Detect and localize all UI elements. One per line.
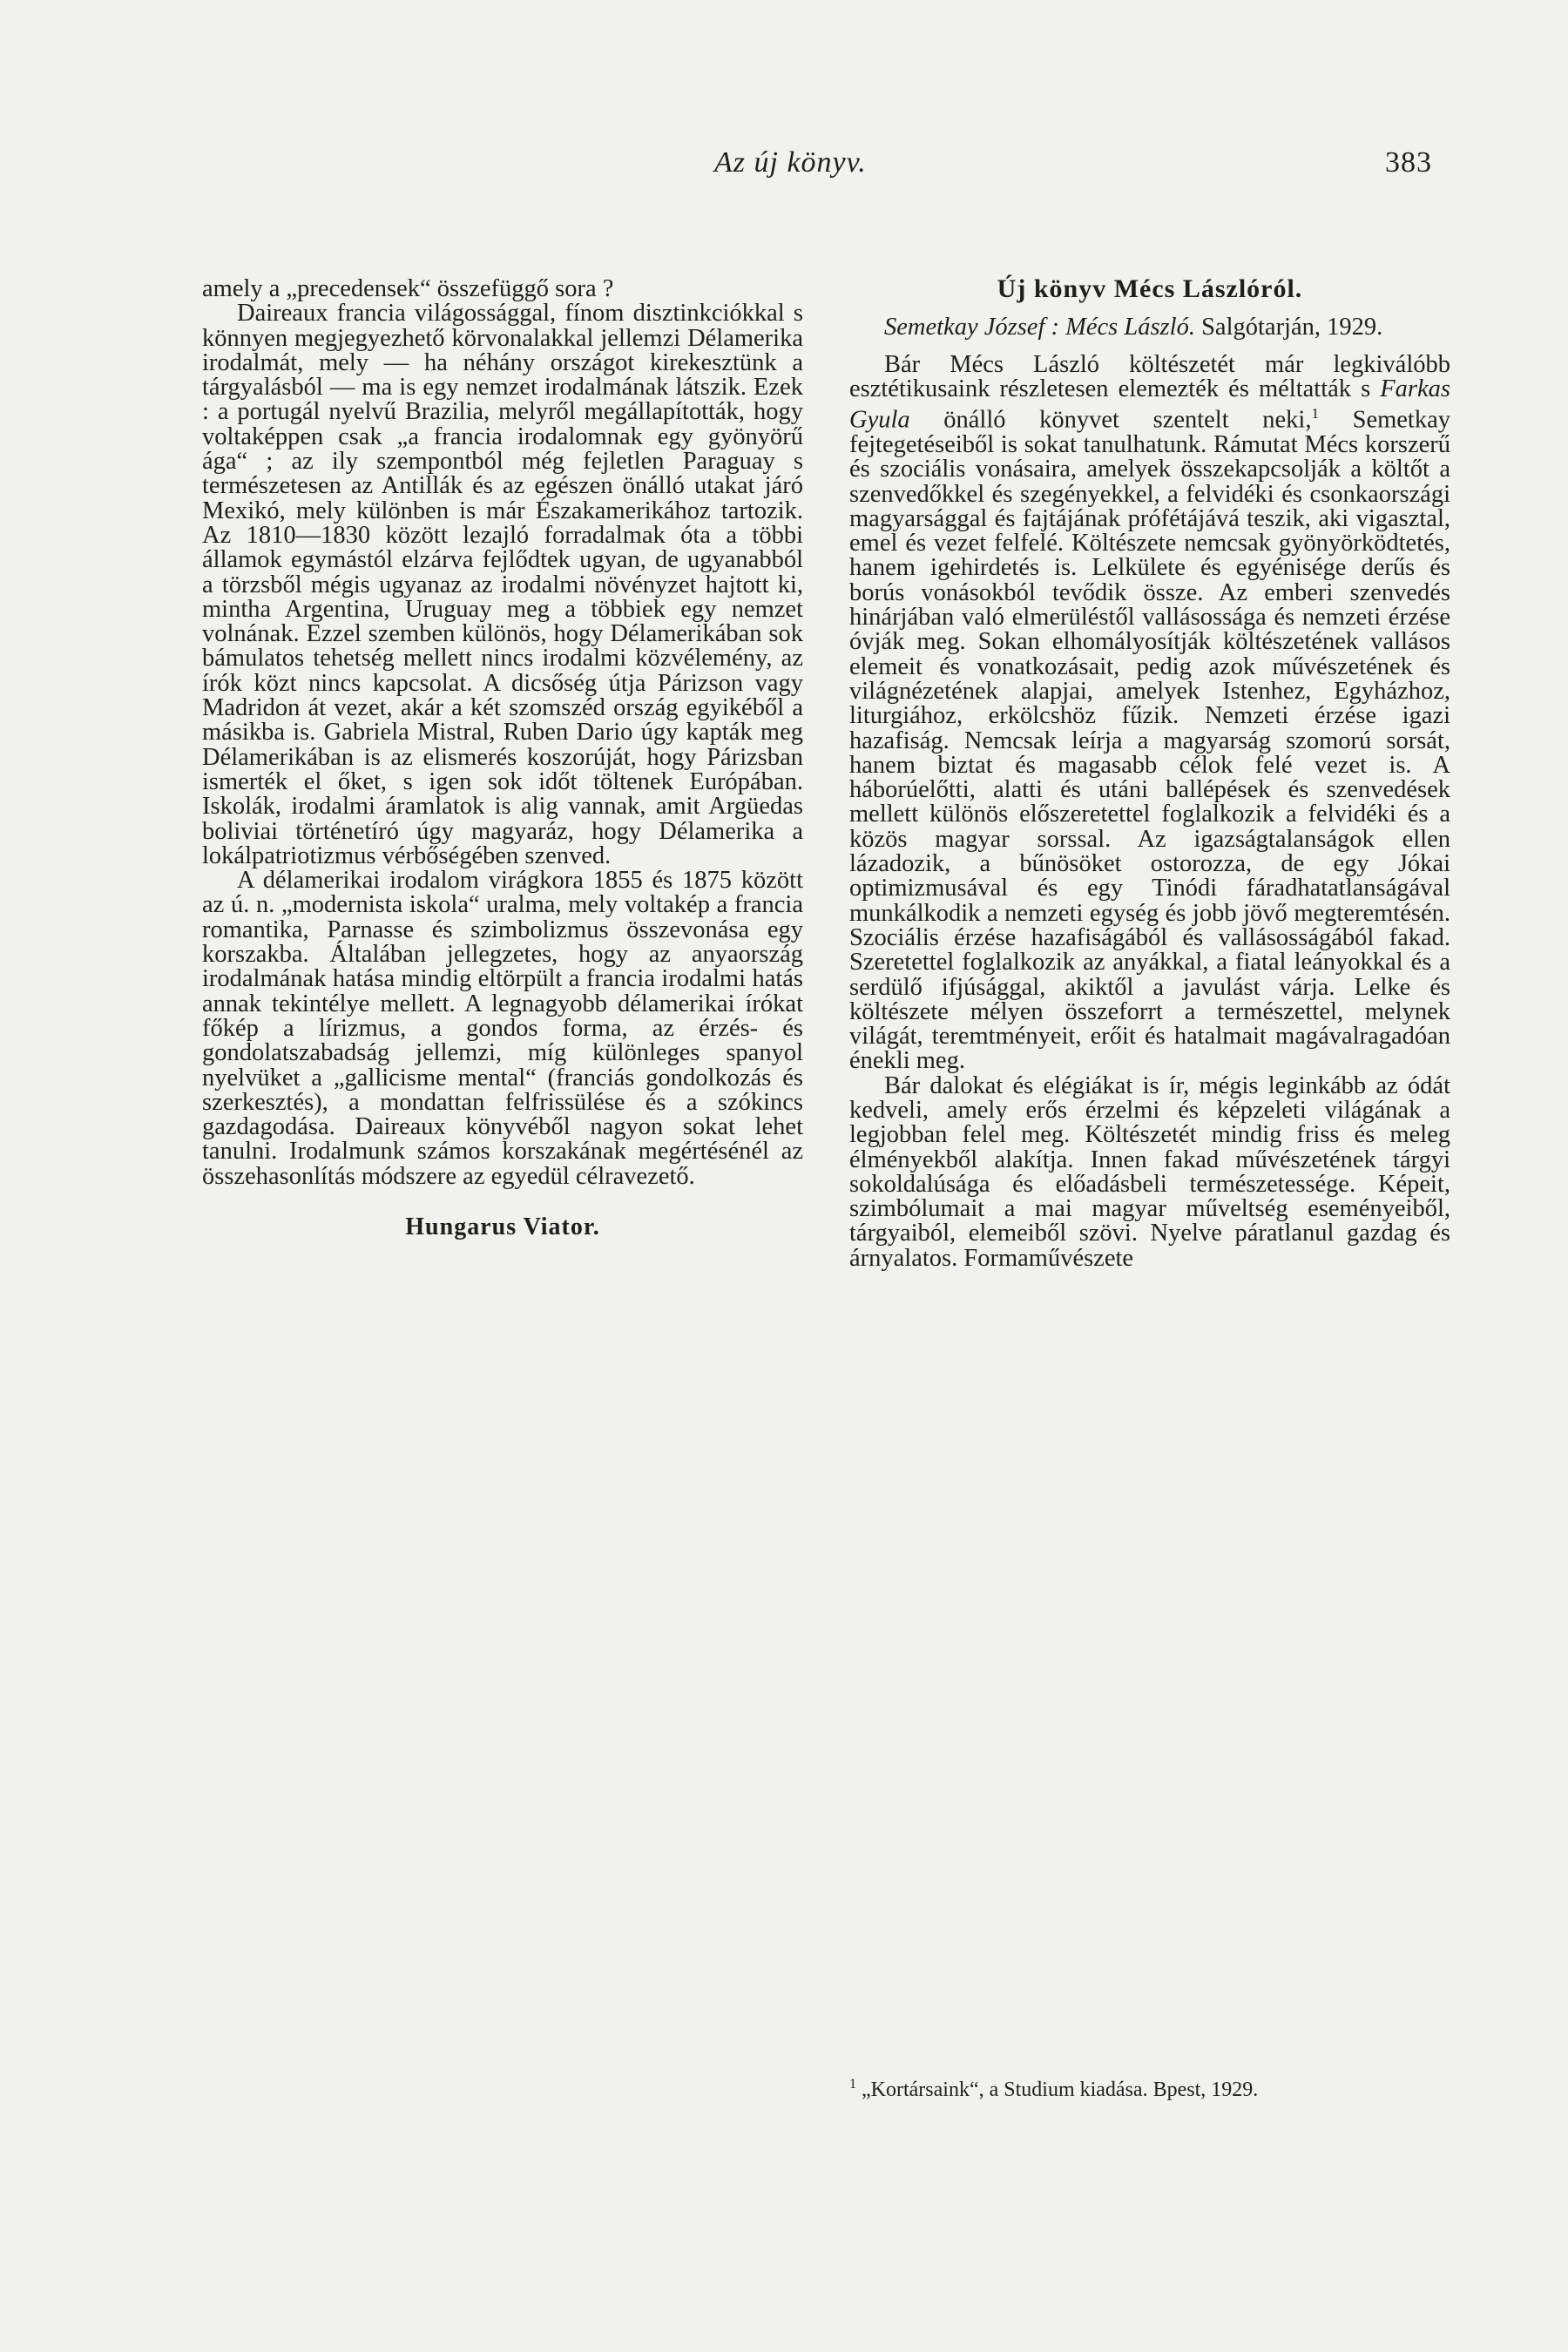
review-title: Új könyv Mécs Lászlóról. [997,274,1303,303]
running-head: Az új könyv. [714,146,867,179]
right-column [849,274,1451,1272]
book-citation [849,315,1450,340]
footnote [849,2072,1450,2103]
left-column [202,277,803,1240]
citation-author-title: Semetkay József : Mécs László. [884,314,1195,341]
citation-publication: Salgótarján, 1929. [1201,314,1383,341]
left-paragraph-2: Daireaux francia világossággal, fínom disztinkciókkal s könnyen megjegyezhető körvonalakkal jellemzi Délamerika irodalmát, mely — ha néhány országot kirekesztünk a tárgyalásból — ma is egy nemzet irodalmának látszik. Ezek : a portugál nyelvű Brazilia, melyről megállapították, hogy voltaképpen csak „a francia irodalomnak egy gyönyörű ága“ ; az ily szempontból még fejletlen Paraguay s természetesen az Antillák és az egészen önálló utakat járó Mexikó, mely különben is már Északamerikához tartozik. Az 1810—1830 között lezajló forradalmak óta a többi államok egymástól elzárva fejlődtek ugyan, de ugyanabból a törzsből mégis ugyanaz az irodalmi növényzet hajtott ki, mintha Argentina, Uruguay meg a többiek egy nemzet volnának. Ezzel szemben különös, hogy Délamerikában sok bámulatos tehetség mellett nincs irodalmi közvélemény, az írók közt nincs kapcsolat. A dicsőség útja Párizson vagy Madridon át vezet, akár a két szomszéd ország egyikéből a másikba is. Gabriela Mistral, Ruben Dario úgy kapták meg Délamerikában is az elismerés koszorúját, hogy Párizsban ismerték el őket, s igen sok időt töltenek Európában. Iskolák, irodalmi áramlatok is alig vannak, amit Argüedas boliviai történetíró úgy magyaráz, hogy Délamerika a lokálpatriotizmus vérbőségében szenved. [202,300,803,869]
left-paragraph-1: amely a „precedensek“ összefüggő sora ? [202,275,614,302]
right-paragraph-1-middle: önálló könyvet szentelt neki, [909,406,1312,434]
page-number: 383 [1385,146,1432,179]
right-paragraph-1-start: Bár Mécs László költészetét már legkiválóbb esztétikusaink részletesen elemezték és méltatták s [849,350,1450,402]
left-paragraph-3: A délamerikai irodalom virágkora 1855 és 1875 között az ú. n. „modernista iskola“ uralma, mely voltakép a francia romantika, Parnasse és szimbolizmus összevonása egy korszakba. Általában jellegzetes, hogy az anyaország irodalmának hatása mindig eltörpült a francia irodalmi hatás annak tekintélye mellett. A legnagyobb délamerikai írókat főkép a lírizmus, a gondos forma, az érzés- és gondolatszabadság jellemzi, míg különleges spanyol nyelvüket a „gallicisme mental“ (franciás gondolkozás és szerkesztés), a mondattan felfrissülése és a szókincs gazdagodása. Daireaux könyvéből nagyon sokat lehet tanulni. Irodalmunk számos korszakának megértésénél az összehasonlítás módszere az egyedül célravezető. [202,867,803,1190]
footnote-reference: 1 [1311,405,1319,422]
footnote-text: „Kortársaink“, a Studium kiadása. Bpest, 1929. [862,2078,1259,2101]
author-name: Farkas Gyula [849,375,1450,434]
right-paragraph-1 [849,350,1451,1075]
author-signature: Hungarus Viator. [405,1213,600,1240]
footnote-mark: 1 [849,2077,856,2092]
right-paragraph-2: Bár dalokat és elégiákat is ír, mégis leginkább az ódát kedveli, amely erős érzelmi és képzeleti világának a legjobban felel meg. Költészetét mindig friss és meleg élményekből alakítja. Innen fakad művészetének tárgyi sokoldalúsága és előadásbeli természetessége. Képeit, szimbólumait a mai magyar műveltség eseményeiből, tárgyaiból, elemeiből szövi. Nyelve páratlanul gazdag és árnyalatos. Formaművészete [849,1071,1450,1272]
right-paragraph-1-rest: Semetkay fejtegetéseiből is sokat tanulhatunk. Rámutat Mécs korszerű és szociális vonásaira, amelyek összekapcsolják a költőt a szenvedőkkel és szegényekkel, a felvidéki és csonkaországi magyarsággal és fajtájának prófétájává teszik, aki vigasztal, emel és vezet felfelé. Költészete nemcsak gyönyörködtetés, hanem igehirdetés is. Lelkülete és egyénisége derűs és borús vonásokból tevődik össze. Az emberi szenvedés hinárjában való elmerüléstől vallásossága és nemzeti érzése óvják meg. Sokan elhomályosítják költészetének vallásos elemeit és vonatkozásait, pedig azok művészetének és világnézetének alapjai, amelyek Istenhez, Egyházhoz, liturgiához, erkölcshöz fűzik. Nemzeti érzése igazi hazafiság. Nemcsak leírja a magyarság szomorú sorsát, hanem biztat és magasabb célok felé vezet is. A háborúelőtti, alatti és utáni ballépések és szenvedések mellett különös előszeretettel foglalkozik a felvidéki és a közös magyar sorssal. Az igazságtalanságok ellen lázadozik, a bűnösöket ostorozza, de egy Jókai optimizmusával és egy Tinódi fáradhatatlanságával munkálkodik a nemzeti egység és jobb jövő megteremtésén. Szociális érzése hazafiságából és vallásosságából fakad. Szeretettel foglalkozik az anyákkal, a fiatal leányokkal és a serdülő ifjúsággal, akiktől a javulást várja. Lelke és költészete mélyen összeforrt a természettel, melynek világát, teremtményeit, erőit és hatalmait magávalragadóan énekli meg. [849,406,1451,1075]
